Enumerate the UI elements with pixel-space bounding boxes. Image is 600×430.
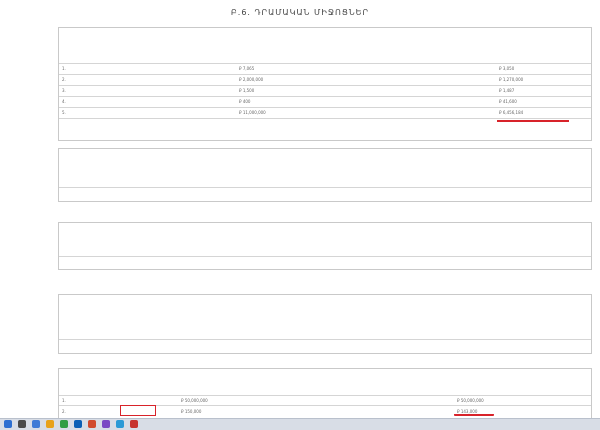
table-cell: ₽ 150,000 [181, 409, 202, 414]
table-cell: ₽ 50,000,000 [181, 398, 208, 403]
section-4-table [58, 294, 592, 354]
section-2-table [58, 148, 592, 202]
app-icon[interactable] [32, 420, 40, 428]
highlight-box [120, 405, 156, 416]
table-cell: ₽ 6,456,184 [499, 110, 524, 115]
table-cell: ₽ 143,000 [457, 409, 478, 414]
taskbar [0, 418, 600, 430]
table-cell: 5. [62, 110, 66, 115]
table-cell: ₽ 1,270,000 [499, 77, 524, 82]
table-cell: ₽ 7,065 [239, 66, 255, 71]
table-cell: ₽ 11,000,000 [239, 110, 266, 115]
table-cell: 3. [62, 88, 66, 93]
table-cell: ₽ 400 [239, 99, 251, 104]
highlight-underline [497, 120, 569, 132]
table-cell: ₽ 1,500 [239, 88, 255, 93]
table-cell: 2. [62, 409, 66, 414]
section-3-table [58, 222, 592, 270]
windows-icon[interactable] [4, 420, 12, 428]
app-icon[interactable] [46, 420, 54, 428]
table-cell: 4. [62, 99, 66, 104]
app-icon[interactable] [102, 420, 110, 428]
app-icon[interactable] [88, 420, 96, 428]
table-cell: ₽ 41,600 [499, 99, 517, 104]
app-icon[interactable] [116, 420, 124, 428]
app-icon[interactable] [74, 420, 82, 428]
page-title: Բ.6. ԴՐԱՄԱԿԱՆ ՄԻՋՈՑՆԵՐ [230, 8, 370, 17]
table-cell: ₽ 50,000,000 [457, 398, 484, 403]
table-cell: ₽ 1,487 [499, 88, 515, 93]
table-cell: 2. [62, 77, 66, 82]
table-cell: ₽ 3,050 [499, 66, 515, 71]
table-cell: ₽ 2,000,000 [239, 77, 264, 82]
table-cell: 1. [62, 66, 66, 71]
search-icon[interactable] [18, 420, 26, 428]
table-cell: 1. [62, 398, 66, 403]
app-icon[interactable] [130, 420, 138, 428]
app-icon[interactable] [60, 420, 68, 428]
